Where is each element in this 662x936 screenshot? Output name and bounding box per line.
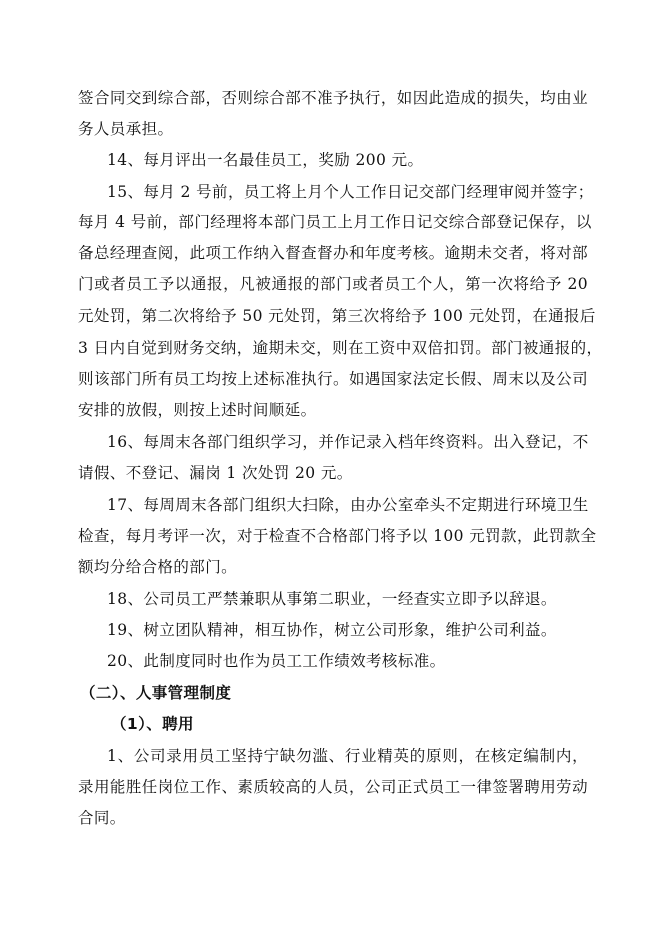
paragraph-line: 安排的放假，则按上述时间顺延。 xyxy=(78,401,317,419)
paragraph-line: 则该部门所有员工均按上述标准执行。如遇国家法定长假、周末以及公司 xyxy=(78,370,588,388)
paragraph-line: 务人员承担。 xyxy=(78,120,174,138)
paragraph-line: 17、每周周末各部门组织大扫除，由办公室牵头不定期进行环境卫生 xyxy=(107,496,589,514)
paragraph-line: 备总经理查阅，此项工作纳入督查督办和年度考核。逾期未交者，将对部 xyxy=(78,244,588,262)
paragraph-line: 额均分给合格的部门。 xyxy=(78,558,238,576)
paragraph-line: 15、每月 2 号前，员工将上月个人工作日记交部门经理审阅并签字； xyxy=(107,183,594,201)
paragraph-line: 请假、不登记、漏岗 1 次处罚 20 元。 xyxy=(78,464,353,482)
subsection-heading: （1）、聘用 xyxy=(111,715,194,733)
paragraph-line: 检查，每月考评一次，对于检查不合格部门将予以 100 元罚款，此罚款全 xyxy=(78,527,597,545)
paragraph-line: 录用能胜任岗位工作、素质较高的人员，公司正式员工一律签署聘用劳动 xyxy=(78,778,588,796)
paragraph-line: 18、公司员工严禁兼职从事第二职业，一经查实立即予以辞退。 xyxy=(107,590,557,608)
paragraph-line: 20、此制度同时也作为员工工作绩效考核标准。 xyxy=(107,652,446,670)
paragraph-line: 14、每月评出一名最佳员工，奖励 200 元。 xyxy=(107,151,424,169)
paragraph-line: 元处罚，第二次将给予 50 元处罚，第三次将给予 100 元处罚，在通报后 xyxy=(78,307,596,325)
paragraph-line: 1、公司录用员工坚持宁缺勿滥、行业精英的原则，在核定编制内， xyxy=(107,747,588,765)
paragraph-line: 签合同交到综合部，否则综合部不准予执行，如因此造成的损失，均由业 xyxy=(78,89,588,107)
paragraph-line: 19、树立团队精神，相互协作，树立公司形象，维护公司利益。 xyxy=(107,621,557,639)
paragraph-line: 3 日内自觉到财务交纳，逾期未交，则在工资中双倍扣罚。部门被通报的， xyxy=(78,339,603,357)
section-heading: （二）、人事管理制度 xyxy=(80,684,232,702)
paragraph-line: 每月 4 号前，部门经理将本部门员工上月工作日记交综合部登记保存，以 xyxy=(78,213,592,231)
paragraph-line: 16、每周末各部门组织学习，并作记录入档年终资料。出入登记，不 xyxy=(107,433,589,451)
paragraph-line: 合同。 xyxy=(78,809,126,827)
paragraph-line: 门或者员工予以通报，凡被通报的部门或者员工个人，第一次将给予 20 xyxy=(78,275,588,293)
